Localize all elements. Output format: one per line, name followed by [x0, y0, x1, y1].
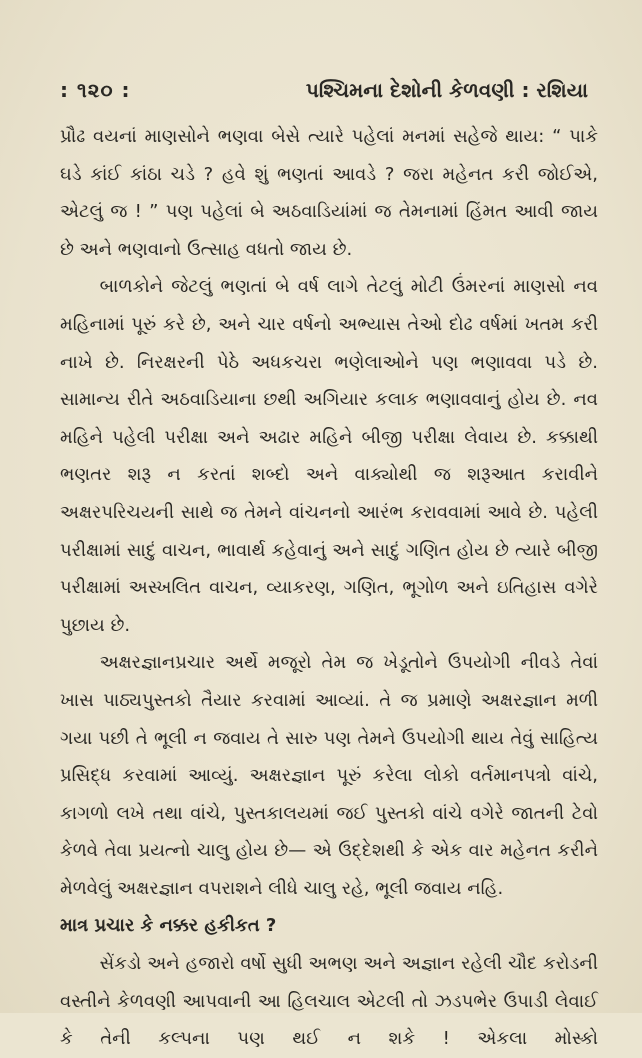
paragraph-1: પ્રૌઢ વયનાં માણસોને ભણવા બેસે ત્યારે પહેલાં મનમાં સહેજે થાય: “ પાકે ઘડે કાંઈ કાંઠા ચડે ? હવે શું ભણતાં આવડે ? જરા મહેનત કરી જોઈએ, એટલું જ ! ” પણ પહેલાં બે અઠવાડિયાંમાં જ તેમનામાં હિંમત આવી જાય છે અને ભણવાનો ઉત્સાહ વધતો જાય છે.: [60, 126, 598, 260]
body-text: [60, 118, 598, 1058]
paragraph-3: અક્ષરજ્ઞાનપ્રચાર અર્થે મજૂરો તેમ જ ખેડૂતોને ઉપયોગી નીવડે તેવાં ખાસ પાઠ્યપુસ્તકો તૈયાર કરવામાં આવ્યાં. તે જ પ્રમાણે અક્ષરજ્ઞાન મળી ગયા પછી તે ભૂલી ન જવાય તે સારુ પણ તેમને ઉપયોગી થાય તેવું સાહિત્ય પ્રસિદ્ધ કરવામાં આવ્યું. અક્ષરજ્ઞાન પૂરું કરેલા લોકો વર્તમાનપત્રો વાંચે, કાગળો લખે તથા વાંચે, પુસ્તકાલયમાં જઈ પુસ્તકો વાંચે વગેરે જાતની ટેવો કેળવે તેવા પ્રયત્નો ચાલુ હોય છે— એ ઉદ્દેશથી કે એક વાર મહેનત કરીને મેળવેલું અક્ષરજ્ઞાન વપરાશને લીધે ચાલુ રહે, ભૂલી જવાય નહિ.: [60, 652, 598, 899]
paragraph-2: બાળકોને જેટલું ભણતાં બે વર્ષ લાગે તેટલું મોટી ઉંમરનાં માણસો નવ મહિનામાં પૂરું કરે છે, અને ચાર વર્ષનો અભ્યાસ તેઓ દોઢ વર્ષમાં ખતમ કરી નાખે છે. નિરક્ષરની પેઠે અધકચરા ભણેલાઓને પણ ભણાવવા પડે છે. સામાન્ય રીતે અઠવાડિયાના છથી અગિયાર કલાક ભણાવવાનું હોય છે. નવ મહિને પહેલી પરીક્ષા અને અઢાર મહિને બીજી પરીક્ષા લેવાય છે. કક્કાથી ભણતર શરૂ ન કરતાં શબ્દો અને વાક્યોથી જ શરૂઆત કરાવીને અક્ષરપરિચયની સાથે જ તેમને વાંચનનો આરંભ કરાવવામાં આવે છે. પહેલી પરીક્ષામાં સાદું વાચન, ભાવાર્થ કહેવાનું અને સાદું ગણિત હોય છે ત્યારે બીજી પરીક્ષામાં અસ્ખલિત વાચન, વ્યાકરણ, ગણિત, ભૂગોળ અને ઇતિહાસ વગેરે પુછાય છે.: [60, 276, 598, 636]
section-subheading: માત્ર પ્રચાર કે નક્કર હકીકત ?: [60, 915, 277, 937]
page-number: : ૧૨૦ :: [60, 78, 131, 102]
running-title: પશ્ચિમના દેશોની કેળવણી : રશિયા: [305, 78, 588, 102]
running-head: [60, 78, 598, 102]
paragraph-4: સેંકડો અને હજારો વર્ષો સુધી અભણ અને અજ્ઞાન રહેલી ચૌદ કરોડની વસ્તીને કેળવણી આપવાની આ હિલચાલ એટલી તો ઝડપભેર ઉપાડી લેવાઈ કે તેની કલ્પના પણ થઈ ન શકે ! એકલા મોસ્કો: [60, 953, 598, 1050]
